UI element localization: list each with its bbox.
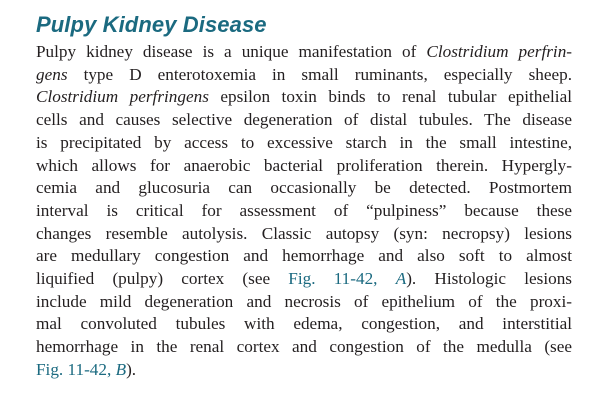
text-segment: cells and causes selective degeneration of distal tubules. The disease [36, 110, 572, 130]
text-segment: mal convoluted tubules with edema, congestion, and interstitial [36, 314, 572, 334]
section-heading: Pulpy Kidney Disease [36, 12, 267, 37]
italic-text: Clostridium perfringens [36, 87, 209, 107]
text-line [36, 41, 572, 64]
figure-reference-link[interactable]: Fig. 11-42, [288, 269, 396, 289]
text-segment: is precipitated by access to excessive starch in the small intestine, [36, 132, 572, 152]
figure-reference-link[interactable]: B [115, 359, 127, 379]
text-line [36, 359, 572, 382]
figure-reference-link[interactable]: A [395, 269, 407, 289]
text-line [36, 268, 572, 291]
body-paragraph [36, 41, 572, 382]
italic-text: gens [36, 64, 68, 84]
text-segment: cemia and glucosuria can occasionally be detected. Postmortem [36, 178, 572, 198]
document-page [36, 12, 572, 382]
text-segment: hemorrhage in the renal cortex and congestion of the medulla (see [36, 337, 572, 357]
text-segment: which allows for anaerobic bacterial proliferation therein. Hypergly- [36, 155, 572, 175]
text-line [36, 245, 572, 268]
text-segment: epsilon toxin binds to renal tubular epithelial [208, 87, 572, 107]
text-segment: ). Histologic lesions [406, 269, 572, 289]
text-line [36, 313, 572, 336]
text-segment: type D enterotoxemia in small ruminants, especially sheep. [67, 64, 572, 84]
text-line [36, 200, 572, 223]
text-line [36, 64, 572, 87]
text-line [36, 155, 572, 178]
text-line [36, 86, 572, 109]
text-line [36, 177, 572, 200]
italic-text: Clostridium perfrin- [426, 42, 573, 61]
text-segment: changes resemble autolysis. Classic autopsy (syn: necropsy) lesions [36, 223, 572, 243]
text-line [36, 109, 572, 132]
text-segment: liquified (pulpy) cortex (see [36, 269, 289, 289]
text-segment: interval is critical for assessment of “pulpiness” because these [36, 200, 572, 220]
text-segment: Pulpy kidney disease is a unique manifestation of [36, 42, 427, 61]
text-segment: ). [126, 359, 137, 379]
text-line [36, 223, 572, 246]
text-segment: include mild degeneration and necrosis of epithelium of the proxi- [36, 291, 572, 311]
text-line [36, 132, 572, 155]
text-line [36, 336, 572, 359]
figure-reference-link[interactable]: Fig. 11-42, [36, 359, 116, 379]
text-line [36, 291, 572, 314]
text-segment: are medullary congestion and hemorrhage and also soft to almost [36, 246, 572, 266]
